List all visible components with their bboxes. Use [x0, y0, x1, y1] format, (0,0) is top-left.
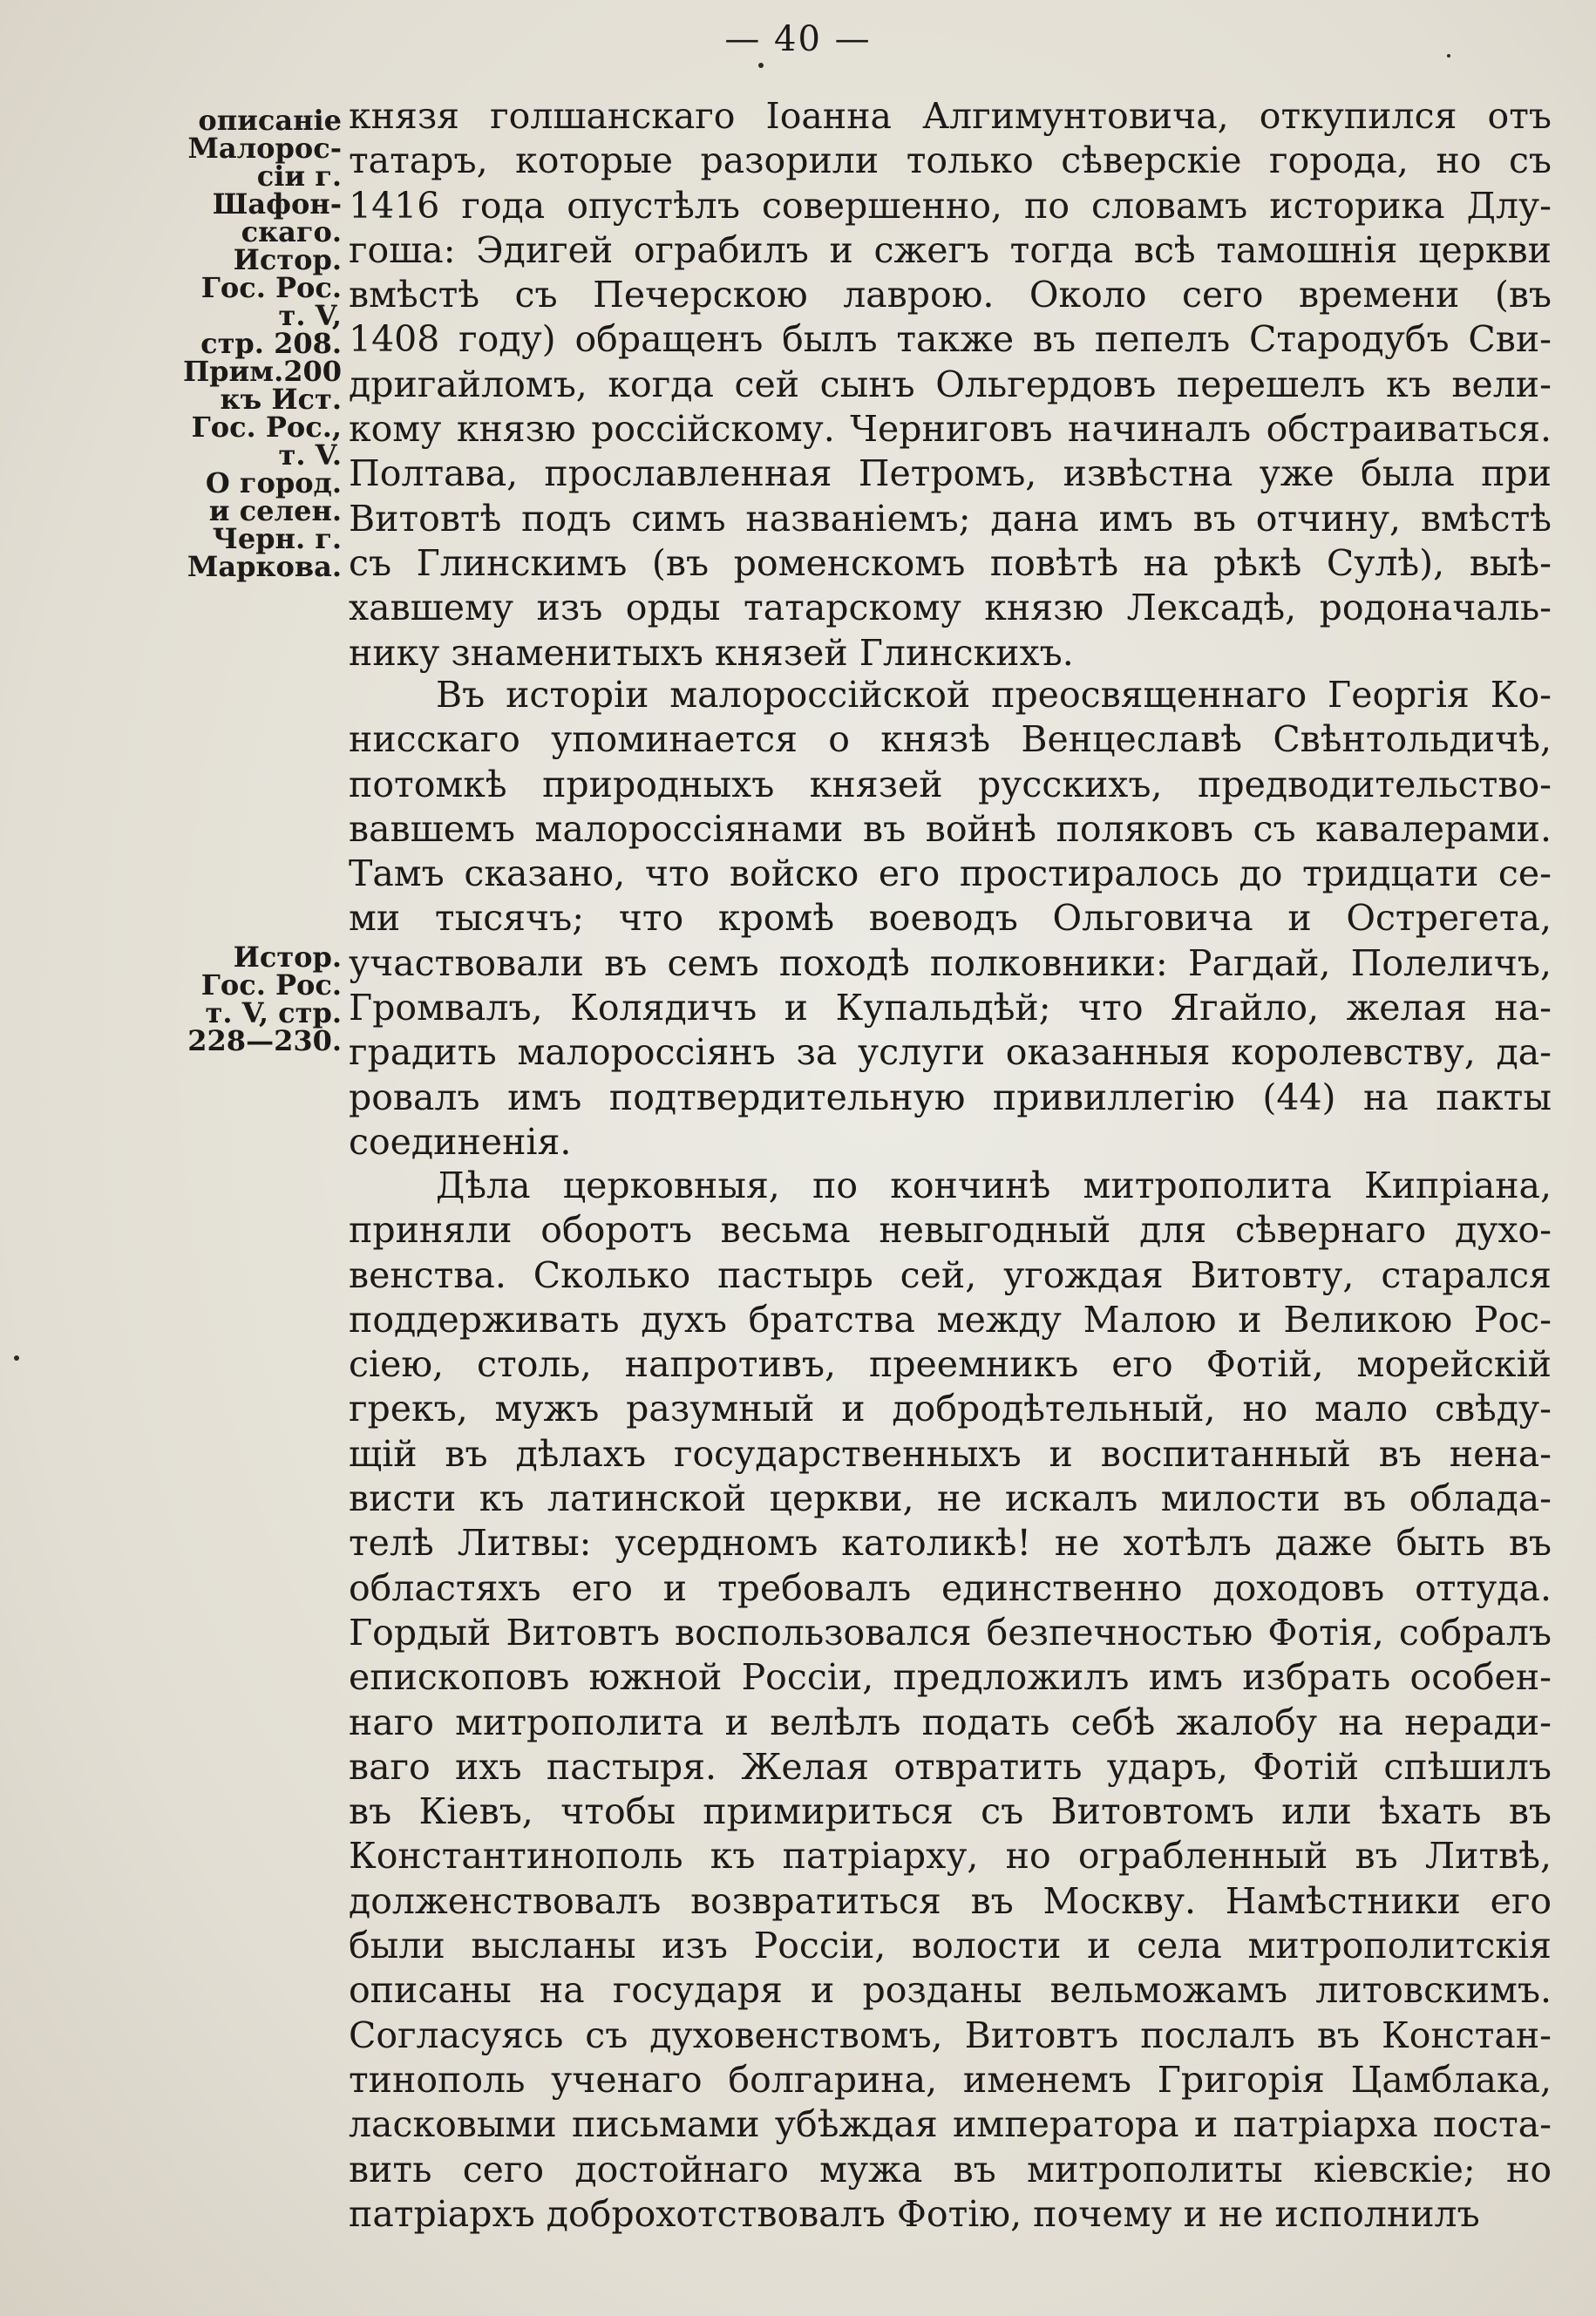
- margin-note-sources-1: [167, 106, 342, 581]
- text-line: ласковыми письмами убѣждая императора и патріарха поста-: [349, 2103, 1552, 2146]
- text-line: 1408 году) обращенъ былъ также въ пепелъ Стародубъ Сви-: [349, 318, 1552, 361]
- text-line: потомкѣ природныхъ князей русскихъ, предводительство-: [349, 763, 1552, 805]
- text-line: щій въ дѣлахъ государственныхъ и воспитанный въ нена-: [349, 1432, 1552, 1475]
- margin-note-line: Черн. г.: [212, 522, 342, 555]
- text-line: нику знаменитыхъ князей Глинскихъ.: [349, 631, 1074, 674]
- text-line: 1416 года опустѣлъ совершенно, по словамъ историка Длу-: [349, 184, 1552, 227]
- text-line: наго митрополита и велѣлъ подать себѣ жалобу на неради-: [349, 1701, 1552, 1743]
- text-line: Гордый Витовтъ воспользовался безпечностью Фотія, собралъ: [349, 1611, 1552, 1654]
- margin-note-line: Малорос-: [187, 132, 342, 165]
- text-line: Согласуясь съ духовенствомъ, Витовтъ послалъ въ Констан-: [349, 2014, 1552, 2056]
- text-line: градить малороссіянъ за услуги оказанныя королевству, да-: [349, 1031, 1552, 1074]
- text-line: соединенія.: [349, 1120, 572, 1163]
- page-number: — 40 —: [724, 19, 872, 59]
- margin-note-line: О город.: [205, 466, 342, 499]
- text-line: ми тысячъ; что кромѣ воеводъ Ольговича и Острегета,: [349, 897, 1552, 940]
- text-line: описаны на государя и розданы вельможамъ литовскимъ.: [349, 1969, 1552, 2012]
- margin-note-line: Шафон-: [212, 187, 342, 221]
- text-line: гоша: Эдигей ограбилъ и сжегъ тогда всѣ тамошнія церкви: [349, 228, 1552, 271]
- text-line: кому князю россійскому. Черниговъ начиналъ обстраиваться.: [349, 408, 1552, 451]
- text-line: венства. Сколько пастырь сей, угождая Витовту, старался: [349, 1253, 1552, 1296]
- text-line: Витовтѣ подъ симъ названіемъ; дана имъ въ отчину, вмѣстѣ: [349, 497, 1552, 540]
- text-line: сіею, столь, напротивъ, преемникъ его Фотій, морейскій: [349, 1343, 1552, 1386]
- text-line: нисскаго упоминается о князѣ Венцеславѣ Свѣнтольдичѣ,: [349, 718, 1552, 761]
- text-line: Полтава, прославленная Петромъ, извѣстна уже была при: [349, 452, 1552, 495]
- margin-note-line: Гос. Рос.: [200, 271, 342, 304]
- text-line: вмѣстѣ съ Печерскою лаврою. Около сего времени (въ: [349, 274, 1552, 316]
- ink-speck: [1447, 54, 1450, 58]
- margin-note-line: сіи г.: [256, 160, 342, 193]
- margin-note-line: Гос. Рос.,: [191, 411, 342, 444]
- margin-note-line: описаніе: [198, 104, 342, 137]
- margin-note-line: скаго.: [241, 215, 342, 248]
- margin-note-line: т. V,: [278, 299, 342, 332]
- text-line: въ Кіевъ, чтобы примириться съ Витовтомъ или ѣхать въ: [349, 1790, 1552, 1833]
- text-line: Тамъ сказано, что войско его простиралось до тридцати се-: [349, 852, 1552, 895]
- margin-note-line: къ Ист.: [220, 383, 342, 416]
- margin-note-line: Маркова.: [187, 550, 342, 583]
- text-line: Въ исторіи малороссійской преосвященнаго Георгія Ко-: [436, 674, 1552, 716]
- text-line: висти къ латинской церкви, не искалъ милости въ облада-: [349, 1477, 1552, 1520]
- margin-note-line: т. V.: [278, 438, 342, 472]
- text-line: областяхъ его и требовалъ единственно доходовъ оттуда.: [349, 1566, 1552, 1609]
- margin-note-line: Истор.: [233, 941, 342, 974]
- paragraph-2: [349, 673, 1552, 1165]
- ink-speck: [14, 1355, 19, 1361]
- text-line: поддерживать духъ братства между Малою и Великою Рос-: [349, 1298, 1552, 1341]
- text-line: епископовъ южной Россіи, предложилъ имъ избрать особен-: [349, 1656, 1552, 1699]
- margin-note-line: Прим.200: [182, 355, 342, 388]
- text-line: хавшему изъ орды татарскому князю Лексадѣ, родоначаль-: [349, 587, 1552, 629]
- text-line: князя голшанскаго Іоанна Алгимунтовича, откупился отъ: [349, 95, 1552, 137]
- text-line: вавшемъ малороссіянами въ войнѣ поляковъ съ кавалерами.: [349, 807, 1552, 850]
- margin-note-line: 228—230.: [187, 1024, 342, 1057]
- ink-speck: [758, 63, 764, 68]
- text-line: Константинополь къ патріарху, но ограбленный въ Литвѣ,: [349, 1835, 1552, 1878]
- paragraph-1: [349, 94, 1552, 676]
- text-line: долженствовалъ возвратиться въ Москву. Намѣстники его: [349, 1879, 1552, 1922]
- margin-note-line: Гос. Рос.: [200, 968, 342, 1002]
- margin-note-line: т. V, стр.: [205, 996, 342, 1029]
- margin-note-line: стр. 208.: [200, 327, 342, 360]
- text-line: участвовали въ семъ походѣ полковники: Рагдай, Полеличъ,: [349, 941, 1552, 984]
- text-line: съ Глинскимъ (въ роменскомъ повѣтѣ на рѣкѣ Сулѣ), выѣ-: [349, 541, 1552, 584]
- text-line: ровалъ имъ подтвердительную привиллегію (44) на пакты: [349, 1076, 1552, 1118]
- text-line: ваго ихъ пастыря. Желая отвратить ударъ, Фотій спѣшилъ: [349, 1745, 1552, 1788]
- text-line: были высланы изъ Россіи, волости и села митрополитскія: [349, 1925, 1552, 1967]
- margin-note-line: Истор.: [233, 243, 342, 276]
- text-line: грекъ, мужъ разумный и добродѣтельный, но мало свѣду-: [349, 1388, 1552, 1430]
- text-line: Громвалъ, Колядичъ и Купальдѣй; что Ягайло, желая на-: [349, 987, 1552, 1029]
- margin-note-sources-2: [167, 943, 342, 1055]
- text-line: вить сего достойнаго мужа въ митрополиты кіевскіе; но: [349, 2148, 1552, 2190]
- text-line: Дѣла церковныя, по кончинѣ митрополита Кипріана,: [436, 1165, 1552, 1206]
- text-line: приняли оборотъ весьма невыгодный для сѣвернаго духо-: [349, 1209, 1552, 1252]
- text-line: патріархъ доброхотствовалъ Фотію, почему и не исполнилъ: [349, 2192, 1480, 2235]
- margin-note-line: и селен.: [208, 494, 342, 527]
- text-line: тинополь ученаго болгарина, именемъ Григорія Цамблака,: [349, 2058, 1552, 2101]
- text-line: дригайломъ, когда сей сынъ Ольгердовъ перешелъ къ вели-: [349, 363, 1552, 405]
- text-line: телѣ Литвы: усердномъ католикѣ! не хотѣлъ даже быть въ: [349, 1522, 1552, 1565]
- text-line: татаръ, которые разорили только сѣверскіе города, но съ: [349, 139, 1552, 182]
- paragraph-3: [349, 1164, 1552, 2237]
